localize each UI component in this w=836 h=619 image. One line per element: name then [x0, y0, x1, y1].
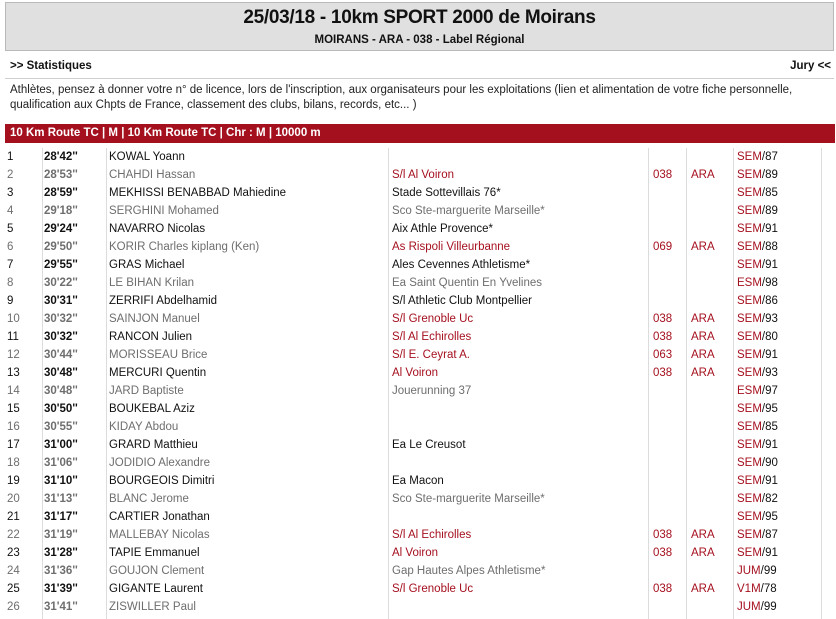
athlete-name[interactable]: KOWAL Yoann — [109, 151, 185, 163]
page-subtitle: MOIRANS - ARA - 038 - Label Régional — [314, 34, 525, 46]
category-cell — [737, 598, 777, 616]
category-cell — [737, 220, 778, 238]
department-code[interactable]: 038 — [653, 367, 673, 379]
category-code[interactable]: SEM — [737, 421, 762, 433]
category-code[interactable]: SEM — [737, 511, 762, 523]
category-cell — [737, 184, 778, 202]
time-cell: 30'44'' — [44, 349, 78, 361]
category-code[interactable]: SEM — [737, 295, 762, 307]
birth-year: /99 — [760, 601, 777, 613]
birth-year: /87 — [761, 151, 778, 163]
club-name[interactable]: Ea Saint Quentin En Yvelines — [392, 277, 543, 289]
rank-cell: 16 — [7, 421, 20, 433]
birth-year: /86 — [761, 295, 778, 307]
birth-year: /80 — [761, 331, 778, 343]
time-cell: 29'18'' — [44, 205, 78, 217]
department-code[interactable]: 038 — [653, 313, 673, 325]
club-name[interactable]: Gap Hautes Alpes Athletisme* — [392, 565, 546, 577]
rank-cell: 7 — [7, 259, 14, 271]
category-cell — [737, 256, 778, 274]
category-cell — [737, 310, 778, 328]
rank-cell: 4 — [7, 205, 14, 217]
birth-year: /78 — [760, 583, 777, 595]
athlete-name[interactable]: GIGANTE Laurent — [109, 583, 203, 595]
department-code[interactable]: 038 — [653, 547, 673, 559]
athlete-name[interactable]: CARTIER Jonathan — [109, 511, 210, 523]
category-code[interactable]: SEM — [737, 223, 762, 235]
category-cell — [737, 526, 778, 544]
birth-year: /85 — [761, 421, 778, 433]
athlete-name[interactable]: ZISWILLER Paul — [109, 601, 196, 613]
time-cell: 28'53'' — [44, 169, 78, 181]
region-code[interactable]: ARA — [691, 241, 715, 253]
jury-link[interactable]: Jury << — [790, 60, 831, 72]
rank-cell: 22 — [7, 529, 20, 541]
time-cell: 30'31'' — [44, 295, 78, 307]
club-name[interactable]: S/l E. Ceyrat A. — [392, 349, 470, 361]
category-code[interactable]: ESM — [737, 385, 762, 397]
athlete-name[interactable]: BLANC Jerome — [109, 493, 189, 505]
category-code[interactable]: V1M — [737, 583, 761, 595]
club-name[interactable]: Al Voiron — [392, 547, 439, 559]
result-row — [5, 598, 835, 616]
time-cell: 29'55'' — [44, 259, 78, 271]
category-cell — [737, 166, 778, 184]
birth-year: /98 — [761, 277, 778, 289]
time-cell: 28'42'' — [44, 151, 78, 163]
result-row — [5, 508, 835, 526]
athlete-name[interactable]: GRAS Michael — [109, 259, 185, 271]
category-code[interactable]: SEM — [737, 205, 762, 217]
athlete-name[interactable]: CHAHDI Hassan — [109, 169, 196, 181]
rank-cell: 3 — [7, 187, 14, 199]
birth-year: /89 — [761, 169, 778, 181]
rank-cell: 14 — [7, 385, 20, 397]
time-cell: 29'50'' — [44, 241, 78, 253]
result-row — [5, 292, 835, 310]
result-row — [5, 274, 835, 292]
rank-cell: 2 — [7, 169, 14, 181]
region-code[interactable]: ARA — [691, 169, 715, 181]
result-row — [5, 256, 835, 274]
category-code[interactable]: SEM — [737, 349, 762, 361]
time-cell: 31'36'' — [44, 565, 78, 577]
athlete-name[interactable]: GRARD Matthieu — [109, 439, 198, 451]
birth-year: /91 — [761, 475, 778, 487]
rank-cell: 17 — [7, 439, 20, 451]
athlete-name[interactable]: JARD Baptiste — [109, 385, 184, 397]
category-cell — [737, 580, 777, 598]
athlete-name[interactable]: MERCURI Quentin — [109, 367, 207, 379]
category-code[interactable]: SEM — [737, 313, 762, 325]
birth-year: /91 — [761, 223, 778, 235]
category-code[interactable]: SEM — [737, 403, 762, 415]
result-row — [5, 544, 835, 562]
club-name[interactable]: Aix Athle Provence* — [392, 223, 494, 235]
birth-year: /91 — [761, 547, 778, 559]
result-row — [5, 472, 835, 490]
birth-year: /97 — [761, 385, 778, 397]
category-cell — [737, 508, 778, 526]
rank-cell: 24 — [7, 565, 20, 577]
athlete-name[interactable]: BOURGEOIS Dimitri — [109, 475, 215, 487]
athlete-name[interactable]: GOUJON Clement — [109, 565, 205, 577]
rank-cell: 11 — [7, 331, 19, 343]
birth-year: /95 — [761, 511, 778, 523]
result-row — [5, 490, 835, 508]
result-row — [5, 148, 835, 166]
result-row — [5, 562, 835, 580]
rank-cell: 5 — [7, 223, 14, 235]
result-row — [5, 436, 835, 454]
category-code[interactable]: SEM — [737, 259, 762, 271]
statistics-link[interactable]: >> Statistiques — [10, 60, 92, 72]
rank-cell: 9 — [7, 295, 14, 307]
birth-year: /91 — [761, 259, 778, 271]
birth-year: /90 — [761, 457, 778, 469]
result-row — [5, 454, 835, 472]
department-code[interactable]: 038 — [653, 529, 673, 541]
birth-year: /91 — [761, 349, 778, 361]
club-name[interactable]: S/l Al Echirolles — [392, 529, 472, 541]
time-cell: 31'28'' — [44, 547, 78, 559]
result-row — [5, 220, 835, 238]
category-cell — [737, 400, 778, 418]
athlete-name[interactable]: KORIR Charles kiplang (Ken) — [109, 241, 260, 253]
time-cell: 30'32'' — [44, 331, 78, 343]
club-name[interactable]: S/l Al Voiron — [392, 169, 455, 181]
birth-year: /85 — [761, 187, 778, 199]
category-code[interactable]: SEM — [737, 475, 762, 487]
athlete-name[interactable]: SAINJON Manuel — [109, 313, 200, 325]
nav-bar — [5, 60, 834, 76]
time-cell: 29'24'' — [44, 223, 78, 235]
region-code[interactable]: ARA — [691, 367, 715, 379]
rank-cell: 18 — [7, 457, 20, 469]
result-row — [5, 526, 835, 544]
time-cell: 30'55'' — [44, 421, 78, 433]
category-code[interactable]: SEM — [737, 187, 762, 199]
department-code[interactable]: 063 — [653, 349, 673, 361]
birth-year: /93 — [761, 313, 778, 325]
birth-year: /99 — [760, 565, 777, 577]
athlete-name[interactable]: NAVARRO Nicolas — [109, 223, 206, 235]
divider — [5, 78, 834, 79]
club-name[interactable]: Ea Macon — [392, 475, 444, 487]
time-cell: 30'50'' — [44, 403, 78, 415]
category-cell — [737, 472, 778, 490]
category-code[interactable]: ESM — [737, 277, 762, 289]
club-name[interactable]: Sco Ste-marguerite Marseille* — [392, 493, 545, 505]
category-cell — [737, 148, 778, 166]
rank-cell: 25 — [7, 583, 20, 595]
region-code[interactable]: ARA — [691, 349, 715, 361]
time-cell: 28'59'' — [44, 187, 78, 199]
region-code[interactable]: ARA — [691, 529, 715, 541]
rank-cell: 6 — [7, 241, 14, 253]
result-row — [5, 346, 835, 364]
club-name[interactable]: S/l Athletic Club Montpellier — [392, 295, 532, 307]
category-cell — [737, 436, 778, 454]
result-row — [5, 166, 835, 184]
time-cell: 31'13'' — [44, 493, 78, 505]
time-cell: 30'48'' — [44, 385, 78, 397]
time-cell: 31'41'' — [44, 601, 78, 613]
results-table — [5, 148, 835, 616]
club-name[interactable]: Ea Le Creusot — [392, 439, 466, 451]
category-code[interactable]: SEM — [737, 241, 762, 253]
athlete-name[interactable]: TAPIE Emmanuel — [109, 547, 200, 559]
rank-cell: 12 — [7, 349, 20, 361]
time-cell: 31'00'' — [44, 439, 78, 451]
time-cell: 31'10'' — [44, 475, 78, 487]
category-code[interactable]: SEM — [737, 457, 762, 469]
region-code[interactable]: ARA — [691, 331, 715, 343]
result-row — [5, 310, 835, 328]
licence-notice: Athlètes, pensez à donner votre n° de licence, lors de l'inscription, aux organisateurs pour les exploitations (lien et alimentation de votre fiche personnelle, qualification aux Chpts de France, classement des clubs, bilans, records, etc... ) — [10, 84, 793, 111]
time-cell: 30'48'' — [44, 367, 78, 379]
category-code[interactable]: SEM — [737, 547, 762, 559]
birth-year: /95 — [761, 403, 778, 415]
athlete-name[interactable]: ZERRIFI Abdelhamid — [109, 295, 218, 307]
category-cell — [737, 328, 778, 346]
page-title: 25/03/18 - 10km SPORT 2000 de Moirans — [243, 7, 596, 28]
club-name[interactable]: S/l Al Echirolles — [392, 331, 472, 343]
club-name[interactable]: S/l Grenoble Uc — [392, 313, 474, 325]
category-cell — [737, 364, 778, 382]
time-cell: 30'22'' — [44, 277, 78, 289]
category-code[interactable]: SEM — [737, 529, 762, 541]
club-name[interactable]: Al Voiron — [392, 367, 439, 379]
rank-cell: 1 — [7, 151, 14, 163]
department-code[interactable]: 038 — [653, 169, 673, 181]
club-name[interactable]: Ales Cevennes Athletisme* — [392, 259, 531, 271]
category-cell — [737, 274, 778, 292]
result-row — [5, 184, 835, 202]
time-cell: 31'17'' — [44, 511, 78, 523]
time-cell: 31'19'' — [44, 529, 78, 541]
rank-cell: 19 — [7, 475, 20, 487]
rank-cell: 21 — [7, 511, 20, 523]
result-row — [5, 400, 835, 418]
club-name[interactable]: Sco Ste-marguerite Marseille* — [392, 205, 545, 217]
rank-cell: 26 — [7, 601, 20, 613]
department-code[interactable]: 038 — [653, 583, 673, 595]
result-row — [5, 382, 835, 400]
category-code[interactable]: SEM — [737, 367, 762, 379]
page-header — [5, 2, 834, 51]
department-code[interactable]: 069 — [653, 241, 673, 253]
rank-cell: 15 — [7, 403, 20, 415]
rank-cell: 20 — [7, 493, 20, 505]
category-code[interactable]: SEM — [737, 331, 762, 343]
rank-cell: 10 — [7, 313, 20, 325]
athlete-name[interactable]: BOUKEBAL Aziz — [109, 403, 195, 415]
category-cell — [737, 202, 778, 220]
category-cell — [737, 490, 778, 508]
time-cell: 31'06'' — [44, 457, 78, 469]
rank-cell: 13 — [7, 367, 20, 379]
rank-cell: 8 — [7, 277, 14, 289]
category-cell — [737, 418, 778, 436]
region-code[interactable]: ARA — [691, 313, 715, 325]
category-cell — [737, 544, 778, 562]
category-code[interactable]: SEM — [737, 493, 762, 505]
category-code[interactable]: JUM — [737, 565, 761, 577]
time-cell: 31'39'' — [44, 583, 78, 595]
category-code[interactable]: SEM — [737, 439, 762, 451]
category-cell — [737, 382, 778, 400]
birth-year: /93 — [761, 367, 778, 379]
athlete-name[interactable]: KIDAY Abdou — [109, 421, 179, 433]
birth-year: /82 — [761, 493, 778, 505]
athlete-name[interactable]: MEKHISSI BENABBAD Mahiedine — [109, 187, 287, 199]
result-row — [5, 364, 835, 382]
result-row — [5, 580, 835, 598]
athlete-name[interactable]: JODIDIO Alexandre — [109, 457, 210, 469]
athlete-name[interactable]: MALLEBAY Nicolas — [109, 529, 210, 541]
rank-cell: 23 — [7, 547, 20, 559]
birth-year: /91 — [761, 439, 778, 451]
category-cell — [737, 238, 778, 256]
club-name[interactable]: Stade Sottevillais 76* — [392, 187, 501, 199]
category-code[interactable]: SEM — [737, 151, 762, 163]
birth-year: /88 — [761, 241, 778, 253]
category-cell — [737, 454, 778, 472]
result-row — [5, 418, 835, 436]
club-name[interactable]: Jouerunning 37 — [392, 385, 472, 397]
category-cell — [737, 346, 778, 364]
athlete-name[interactable]: SERGHINI Mohamed — [109, 205, 219, 217]
category-cell — [737, 562, 777, 580]
department-code[interactable]: 038 — [653, 331, 673, 343]
result-row — [5, 328, 835, 346]
result-row — [5, 238, 835, 256]
race-banner: 10 Km Route TC | M | 10 Km Route TC | Chr : M | 10000 m — [5, 124, 835, 143]
club-name[interactable]: As Rispoli Villeurbanne — [392, 241, 511, 253]
birth-year: /87 — [761, 529, 778, 541]
region-code[interactable]: ARA — [691, 583, 715, 595]
category-cell — [737, 292, 778, 310]
athlete-name[interactable]: RANCON Julien — [109, 331, 193, 343]
birth-year: /89 — [761, 205, 778, 217]
club-name[interactable]: S/l Grenoble Uc — [392, 583, 474, 595]
athlete-name[interactable]: MORISSEAU Brice — [109, 349, 208, 361]
time-cell: 30'32'' — [44, 313, 78, 325]
category-code[interactable]: SEM — [737, 169, 762, 181]
result-row — [5, 202, 835, 220]
category-code[interactable]: JUM — [737, 601, 761, 613]
athlete-name[interactable]: LE BIHAN Krilan — [109, 277, 195, 289]
region-code[interactable]: ARA — [691, 547, 715, 559]
